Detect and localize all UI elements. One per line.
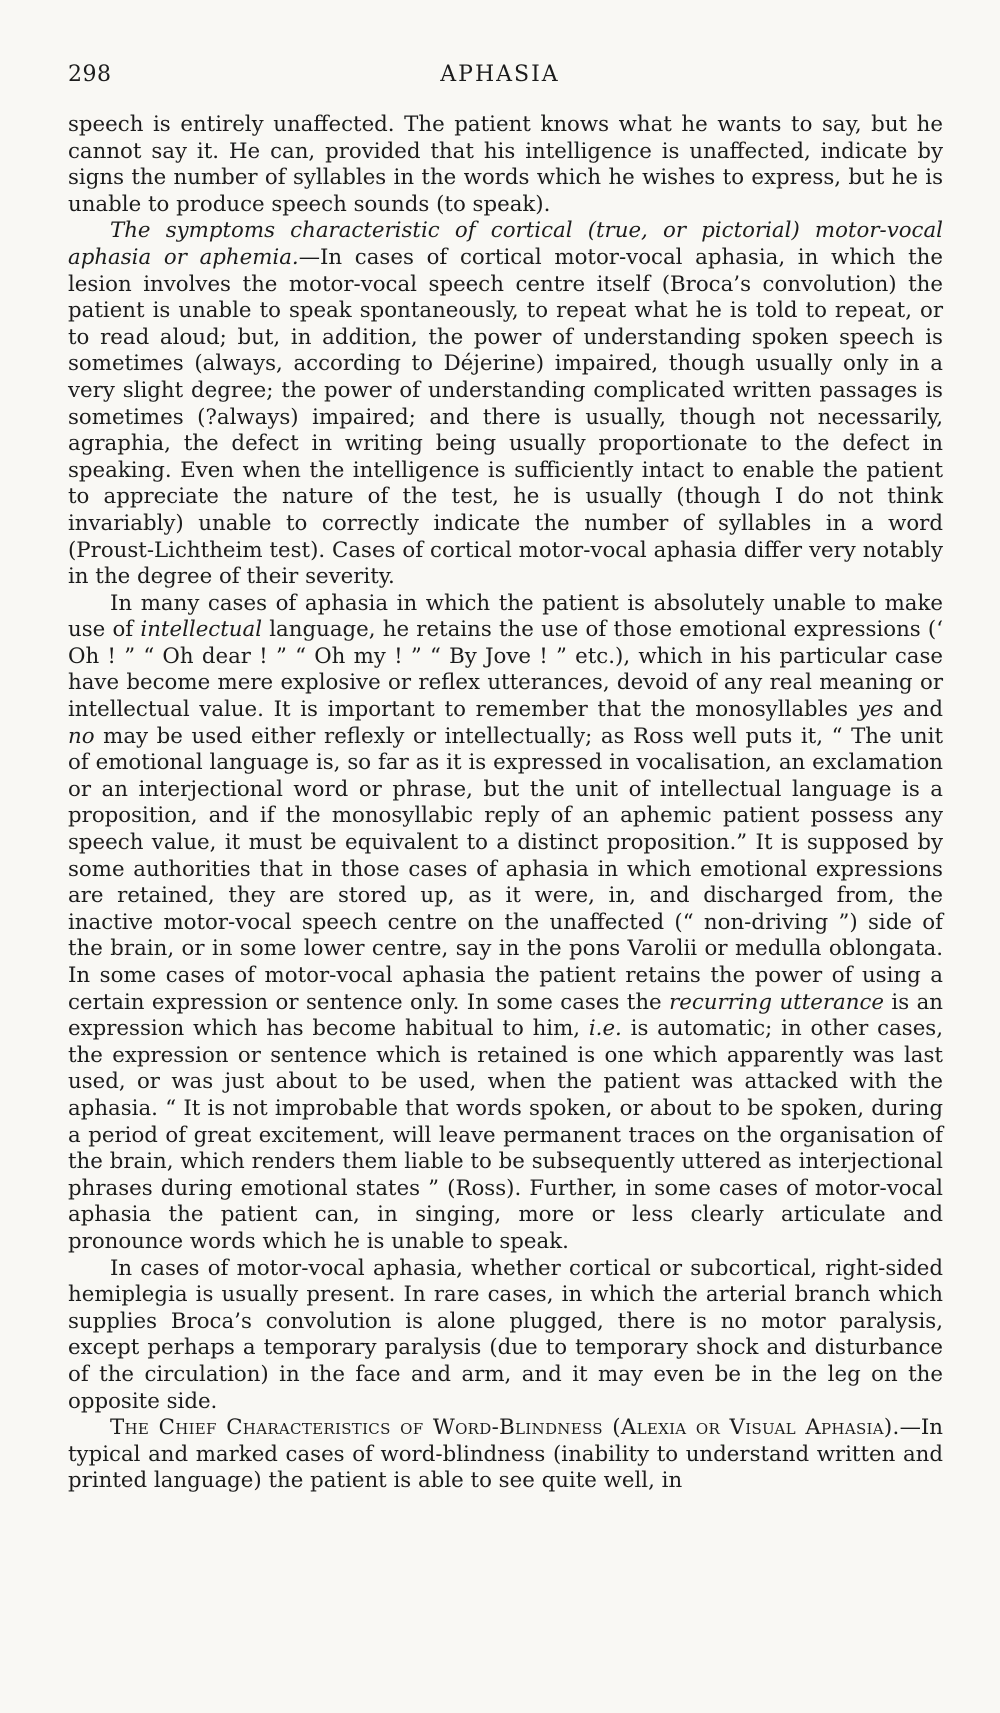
- paragraph-3-text-e: is an expression which has become habitual to him,: [68, 989, 943, 1042]
- paragraph-3-text-b: language, he retains the use of those emotional expressions (‘ Oh ! ” “ Oh dear ! ” “ Oh my ! ” “ By Jove ! ” etc.), which in his particular case have become mere explosive or reflex utterances, devoid of any real meaning or intellectual value. It is important to remember that the monosyllables: [68, 617, 944, 723]
- paragraph-4: [68, 1256, 943, 1416]
- paragraph-5: [68, 1415, 943, 1495]
- paragraph-2: [68, 218, 943, 590]
- italic-term-ie: i.e.: [588, 1016, 622, 1042]
- paragraph-3: [68, 591, 943, 1256]
- italic-term-yes: yes: [857, 697, 894, 723]
- paragraph-5-text: —In typical and marked cases of word-blindness (inability to understand written and printed language) the patient is able to see quite well, in: [68, 1415, 943, 1494]
- paragraph-4-text: In cases of motor-vocal aphasia, whether cortical or subcortical, right-sided hemiplegia is usually present. In rare cases, in which the arterial branch which supplies Broca’s convolution is alone plugged, there is no motor paralysis, except perhaps a temporary paralysis (due to temporary shock and disturbance of the circulation) in the face and arm, and it may even be in the leg on the opposite side.: [68, 1255, 943, 1414]
- page-number: 298: [68, 62, 112, 87]
- running-head: APHASIA: [440, 62, 560, 87]
- paragraph-3-text-a: In many cases of aphasia in which the patient is absolutely unable to make use of: [68, 590, 943, 643]
- italic-term-no: no: [68, 723, 95, 749]
- paragraph-3-text-f: is automatic; in other cases, the expression or sentence which is retained is one which apparently was last used, or was just about to be used, when the patient was attacked with the aphasia. “ It is not improbable that words spoken, or about to be spoken, during a period of great excitement, will leave permanent traces on the organisation of the brain, which renders them liable to be subsequently uttered as interjectional phrases during emotional states ” (Ross). Further, in some cases of motor-vocal aphasia the patient can, in singing, more or less clearly articulate and pronounce words which he is unable to speak.: [68, 1016, 943, 1254]
- section-heading-word-blindness: The Chief Characteristics of Word-Blindness (Alexia or Visual Aphasia).: [110, 1415, 900, 1441]
- page-header: [0, 56, 1000, 96]
- paragraph-2-text: —In cases of cortical motor-vocal aphasia, in which the lesion involves the motor-vocal speech centre itself (Broca’s convolution) the patient is unable to speak spontaneously, to repeat what he is told to repeat, or to read aloud; but, in addition, the power of understanding spoken speech is sometimes (always, according to Déjerine) impaired, though usually only in a very slight degree; the power of understanding complicated written passages is sometimes (?always) impaired; and there is usually, though not necessarily, agraphia, the defect in writing being usually proportionate to the defect in speaking. Even when the intelligence is sufficiently intact to enable the patient to appreciate the nature of the test, he is usually (though I do not think invariably) unable to correctly indicate the number of syllables in a word (Proust-Lichtheim test). Cases of cortical motor-vocal aphasia differ very notably in the degree of their severity.: [68, 244, 943, 590]
- paragraph-3-text-d: may be used either reflexly or intellectually; as Ross well puts it, “ The unit of emotional language is, so far as it is expressed in vocalisation, an exclamation or an interjectional word or phrase, but the unit of intellectual language is a proposition, and if the monosyllabic reply of an aphemic patient possess any speech value, it must be equivalent to a distinct proposition.” It is supposed by some authorities that in those cases of aphasia in which emotional expressions are retained, they are stored up, as it were, in, and discharged from, the inactive motor-vocal speech centre on the unaffected (“ non-driving ”) side of the brain, or in some lower centre, say in the pons Varolii or medulla oblongata. In some cases of motor-vocal aphasia the patient retains the power of using a certain expression or sentence only. In some cases the: [68, 723, 943, 1015]
- italic-term-recurring-utterance: recurring utterance: [669, 989, 885, 1015]
- paragraph-1-text: speech is entirely unaffected. The patient knows what he wants to say, but he cannot say it. He can, provided that his intelligence is unaffected, indicate by signs the number of syllables in the words which he wishes to express, but he is unable to produce speech sounds (to speak).: [68, 112, 943, 217]
- italic-term-intellectual: intellectual: [140, 617, 263, 643]
- paragraph-3-text-c: and: [893, 697, 943, 723]
- section-heading-motor-vocal-aphasia: The symptoms characteristic of cortical (true, or pictorial) motor-vocal aphasia or aphemia.: [68, 218, 943, 270]
- paragraph-1: [68, 112, 943, 218]
- body-text: [68, 112, 943, 1495]
